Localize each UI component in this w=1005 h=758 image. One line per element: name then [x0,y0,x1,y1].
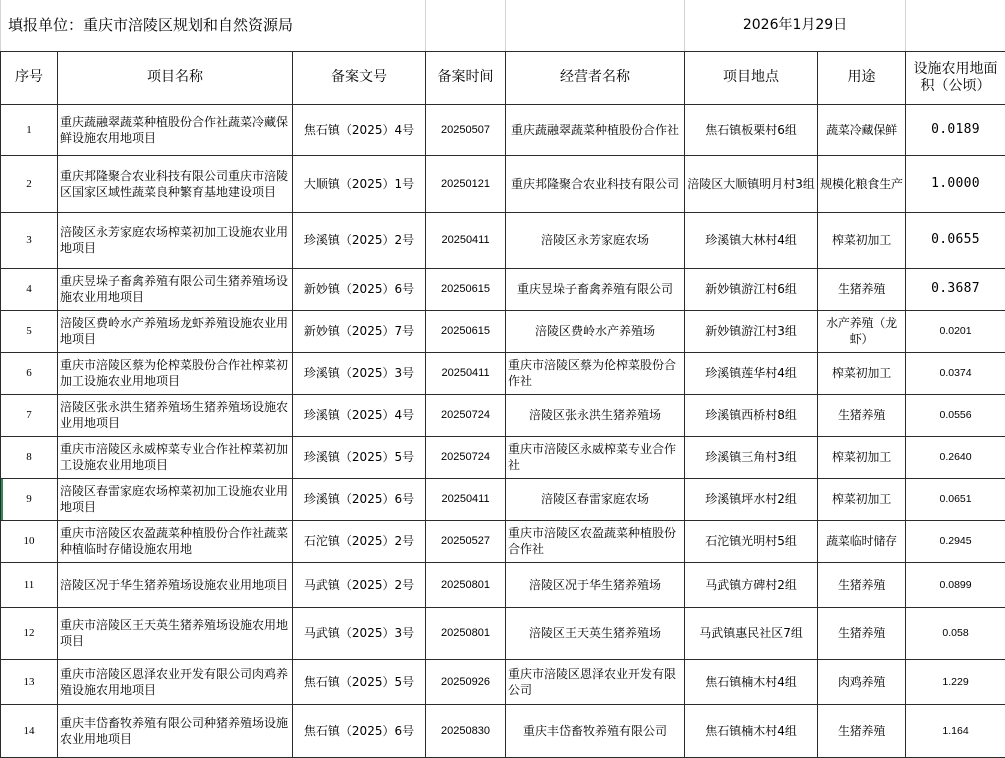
cell-serial-number[interactable]: 4 [1,268,58,310]
cell-serial-number[interactable]: 14 [1,704,58,757]
cell-project-name[interactable]: 重庆市涪陵区农盈蔬菜种植股份合作社蔬菜种植临时存储设施农用地 [58,520,293,562]
cell-filing-number[interactable]: 马武镇（2025）3号 [293,607,426,659]
reporting-unit-cell[interactable]: 填报单位：重庆市涪陵区规划和自然资源局 [1,0,426,51]
blank-cell[interactable] [906,0,1005,51]
cell-project-name[interactable]: 涪陵区永芳家庭农场榨菜初加工设施农业用地项目 [58,212,293,268]
cell-project-location[interactable]: 珍溪镇大林村4组 [685,212,818,268]
cell-filing-number[interactable]: 珍溪镇（2025）5号 [293,436,426,478]
cell-project-location[interactable]: 石沱镇光明村5组 [685,520,818,562]
cell-facility-land-area[interactable]: 0.0899 [906,562,1005,607]
cell-project-name[interactable]: 重庆市涪陵区王天英生猪养殖场设施农用地项目 [58,607,293,659]
cell-use[interactable]: 榨菜初加工 [818,352,906,394]
cell-use[interactable]: 蔬菜临时储存 [818,520,906,562]
operator-name-text: 重庆丰岱畜牧养殖有限公司 [523,723,668,738]
operator-name-text: 涪陵区况于华生猪养殖场 [529,577,662,592]
cell-project-name[interactable]: 重庆市涪陵区永威榨菜专业合作社榨菜初加工设施农业用地项目 [58,436,293,478]
cell-filing-date[interactable]: 20250615 [426,268,506,310]
cell-filing-date[interactable]: 20250724 [426,436,506,478]
table-row [1,212,1005,268]
cell-serial-number[interactable]: 12 [1,607,58,659]
report-date-cell[interactable]: 2026年1月29日 [685,0,906,51]
cell-filing-date[interactable]: 20250801 [426,562,506,607]
cell-project-location[interactable]: 新妙镇游江村3组 [685,310,818,352]
cell-operator-name[interactable] [506,310,685,352]
table-row [1,394,1005,436]
cell-serial-number[interactable]: 11 [1,562,58,607]
cell-filing-number[interactable]: 新妙镇（2025）7号 [293,310,426,352]
header-project-name[interactable]: 项目名称 [58,51,293,104]
table-row [1,104,1005,155]
cell-project-name[interactable]: 涪陵区张永洪生猪养殖场生猪养殖场设施农业用地项目 [58,394,293,436]
cell-project-location[interactable]: 新妙镇游江村6组 [685,268,818,310]
operator-name-text: 涪陵区春雷家庭农场 [541,492,650,506]
cell-filing-number[interactable]: 大顺镇（2025）1号 [293,155,426,212]
cell-serial-number[interactable]: 6 [1,352,58,394]
cell-facility-land-area[interactable]: 0.0374 [906,352,1005,394]
cell-operator-name[interactable] [506,478,685,520]
operator-name-text: 重庆市涪陵区农盈蔬菜种植股份合作社 [508,526,677,556]
cell-project-name[interactable]: 重庆丰岱畜牧养殖有限公司种猪养殖场设施农业用地项目 [58,704,293,757]
cell-operator-name[interactable] [506,155,685,212]
cell-serial-number[interactable]: 13 [1,659,58,704]
cell-filing-date[interactable]: 20250411 [426,212,506,268]
table-row [1,704,1005,757]
header-project-location[interactable]: 项目地点 [685,51,818,104]
cell-filing-date[interactable]: 20250926 [426,659,506,704]
cell-filing-date[interactable]: 20250121 [426,155,506,212]
cell-facility-land-area[interactable]: 0.0651 [906,478,1005,520]
table-row [1,155,1005,212]
cell-filing-date[interactable]: 20250411 [426,478,506,520]
cell-serial-number[interactable]: 8 [1,436,58,478]
cell-serial-number[interactable]: 9 [1,478,58,520]
operator-name-text: 重庆邦隆聚合农业科技有限公司 [511,176,680,191]
cell-project-name[interactable]: 涪陵区况于华生猪养殖场设施农业用地项目 [58,562,293,607]
header-facility-land-area[interactable]: 设施农用地面积（公顷） [906,51,1005,104]
cell-filing-date[interactable]: 20250724 [426,394,506,436]
operator-name-text: 涪陵区费岭水产养殖场 [535,324,656,338]
cell-use[interactable]: 肉鸡养殖 [818,659,906,704]
cell-filing-number[interactable]: 珍溪镇（2025）4号 [293,394,426,436]
cell-filing-number[interactable]: 珍溪镇（2025）2号 [293,212,426,268]
cell-project-name[interactable]: 涪陵区费岭水产养殖场龙虾养殖设施农业用地项目 [58,310,293,352]
cell-project-location[interactable]: 马武镇方碑村2组 [685,562,818,607]
table-row [1,268,1005,310]
header-use[interactable]: 用途 [818,51,906,104]
cell-facility-land-area[interactable]: 1.0000 [906,155,1005,212]
cell-filing-number[interactable]: 焦石镇（2025）5号 [293,659,426,704]
header-filing-number[interactable]: 备案文号 [293,51,426,104]
cell-filing-number[interactable]: 马武镇（2025）2号 [293,562,426,607]
cell-facility-land-area[interactable]: 1.229 [906,659,1005,704]
cell-filing-date[interactable]: 20250801 [426,607,506,659]
cell-project-name[interactable]: 重庆市涪陵区恩泽农业开发有限公司肉鸡养殖设施农用地项目 [58,659,293,704]
cell-project-location[interactable]: 焦石镇楠木村4组 [685,704,818,757]
cell-project-name[interactable]: 涪陵区春雷家庭农场榨菜初加工设施农业用地项目 [58,478,293,520]
operator-name-text: 重庆蔬融翠蔬菜种植股份合作社 [511,122,680,137]
cell-filing-number[interactable]: 珍溪镇（2025）3号 [293,352,426,394]
operator-name-text: 重庆市涪陵区永威榨菜专业合作社 [508,442,677,472]
cell-serial-number[interactable]: 3 [1,212,58,268]
table-row [1,520,1005,562]
cell-filing-number[interactable]: 焦石镇（2025）6号 [293,704,426,757]
cell-project-location[interactable]: 焦石镇板栗村6组 [685,104,818,155]
cell-facility-land-area[interactable]: 1.164 [906,704,1005,757]
cell-operator-name[interactable] [506,394,685,436]
cell-use[interactable]: 水产养殖（龙虾） [818,310,906,352]
cell-use[interactable]: 榨菜初加工 [818,436,906,478]
active-cell-marker [1,479,3,520]
cell-filing-number[interactable]: 珍溪镇（2025）6号 [293,478,426,520]
cell-project-location[interactable]: 珍溪镇莲华村4组 [685,352,818,394]
cell-operator-name[interactable] [506,212,685,268]
cell-filing-number[interactable]: 焦石镇（2025）4号 [293,104,426,155]
cell-operator-name[interactable] [506,520,685,562]
cell-facility-land-area[interactable]: 0.0655 [906,212,1005,268]
cell-use[interactable]: 蔬菜冷藏保鲜 [818,104,906,155]
operator-name-text: 重庆昱垛子畜禽养殖有限公司 [517,282,674,296]
cell-project-location[interactable]: 涪陵区大顺镇明月村3组 [685,155,818,212]
cell-serial-number[interactable]: 7 [1,394,58,436]
cell-facility-land-area[interactable]: 0.2640 [906,436,1005,478]
cell-project-location[interactable]: 马武镇惠民社区7组 [685,607,818,659]
cell-facility-land-area[interactable]: 0.3687 [906,268,1005,310]
table-row [1,607,1005,659]
operator-name-text: 重庆市涪陵区恩泽农业开发有限公司 [508,666,677,697]
table-row [1,478,1005,520]
cell-facility-land-area[interactable]: 0.058 [906,607,1005,659]
cell-serial-number[interactable]: 5 [1,310,58,352]
cell-serial-number[interactable]: 2 [1,155,58,212]
cell-operator-name[interactable] [506,104,685,155]
cell-facility-land-area[interactable]: 0.0189 [906,104,1005,155]
cell-filing-date[interactable]: 20250411 [426,352,506,394]
operator-name-text: 重庆市涪陵区蔡为伦榨菜股份合作社 [508,358,677,388]
cell-project-location[interactable]: 珍溪镇三角村3组 [685,436,818,478]
cell-facility-land-area[interactable]: 0.0556 [906,394,1005,436]
cell-project-name[interactable]: 重庆蔬融翠蔬菜种植股份合作社蔬菜冷藏保鲜设施农用地项目 [58,104,293,155]
cell-operator-name[interactable] [506,704,685,757]
table-row [1,436,1005,478]
table-body [1,104,1005,757]
cell-project-name[interactable]: 重庆昱垛子畜禽养殖有限公司生猪养殖场设施农业用地项目 [58,268,293,310]
column-header-row [1,51,1005,104]
cell-project-location[interactable]: 珍溪镇西桥村8组 [685,394,818,436]
cell-serial-number[interactable]: 1 [1,104,58,155]
cell-use[interactable]: 生猪养殖 [818,394,906,436]
cell-use[interactable]: 榨菜初加工 [818,212,906,268]
report-title-row [1,0,1005,51]
cell-filing-number[interactable]: 新妙镇（2025）6号 [293,268,426,310]
blank-cell[interactable] [426,0,506,51]
cell-facility-land-area[interactable]: 0.2945 [906,520,1005,562]
cell-use[interactable]: 生猪养殖 [818,704,906,757]
cell-filing-date[interactable]: 20250615 [426,310,506,352]
operator-name-text: 涪陵区永芳家庭农场 [541,233,650,247]
cell-use[interactable]: 生猪养殖 [818,562,906,607]
header-filing-date[interactable]: 备案时间 [426,51,506,104]
cell-project-name[interactable]: 重庆市涪陵区蔡为伦榨菜股份合作社榨菜初加工设施农业用地项目 [58,352,293,394]
cell-operator-name[interactable] [506,607,685,659]
cell-project-location[interactable]: 焦石镇楠木村4组 [685,659,818,704]
cell-operator-name[interactable] [506,268,685,310]
cell-project-name[interactable]: 重庆邦隆聚合农业科技有限公司重庆市涪陵区国家区域性蔬菜良种繁育基地建设项目 [58,155,293,212]
cell-filing-date[interactable]: 20250830 [426,704,506,757]
cell-use[interactable]: 规模化粮食生产 [818,155,906,212]
cell-use[interactable]: 榨菜初加工 [818,478,906,520]
header-operator-name[interactable]: 经营者名称 [506,51,685,104]
cell-operator-name[interactable] [506,352,685,394]
operator-name-text: 涪陵区王天英生猪养殖场 [529,626,662,640]
cell-operator-name[interactable] [506,659,685,704]
cell-project-location[interactable]: 珍溪镇坪水村2组 [685,478,818,520]
table-row [1,352,1005,394]
table-row [1,659,1005,704]
cell-facility-land-area[interactable]: 0.0201 [906,310,1005,352]
table-row [1,310,1005,352]
cell-use[interactable]: 生猪养殖 [818,268,906,310]
header-serial-number[interactable]: 序号 [1,51,58,104]
cell-operator-name[interactable] [506,436,685,478]
cell-filing-date[interactable]: 20250507 [426,104,506,155]
cell-filing-number[interactable]: 石沱镇（2025）2号 [293,520,426,562]
table-row [1,562,1005,607]
blank-cell[interactable] [506,0,685,51]
cell-operator-name[interactable] [506,562,685,607]
cell-serial-number[interactable]: 10 [1,520,58,562]
cell-use[interactable]: 生猪养殖 [818,607,906,659]
cell-filing-date[interactable]: 20250527 [426,520,506,562]
operator-name-text: 涪陵区张永洪生猪养殖场 [529,408,662,422]
